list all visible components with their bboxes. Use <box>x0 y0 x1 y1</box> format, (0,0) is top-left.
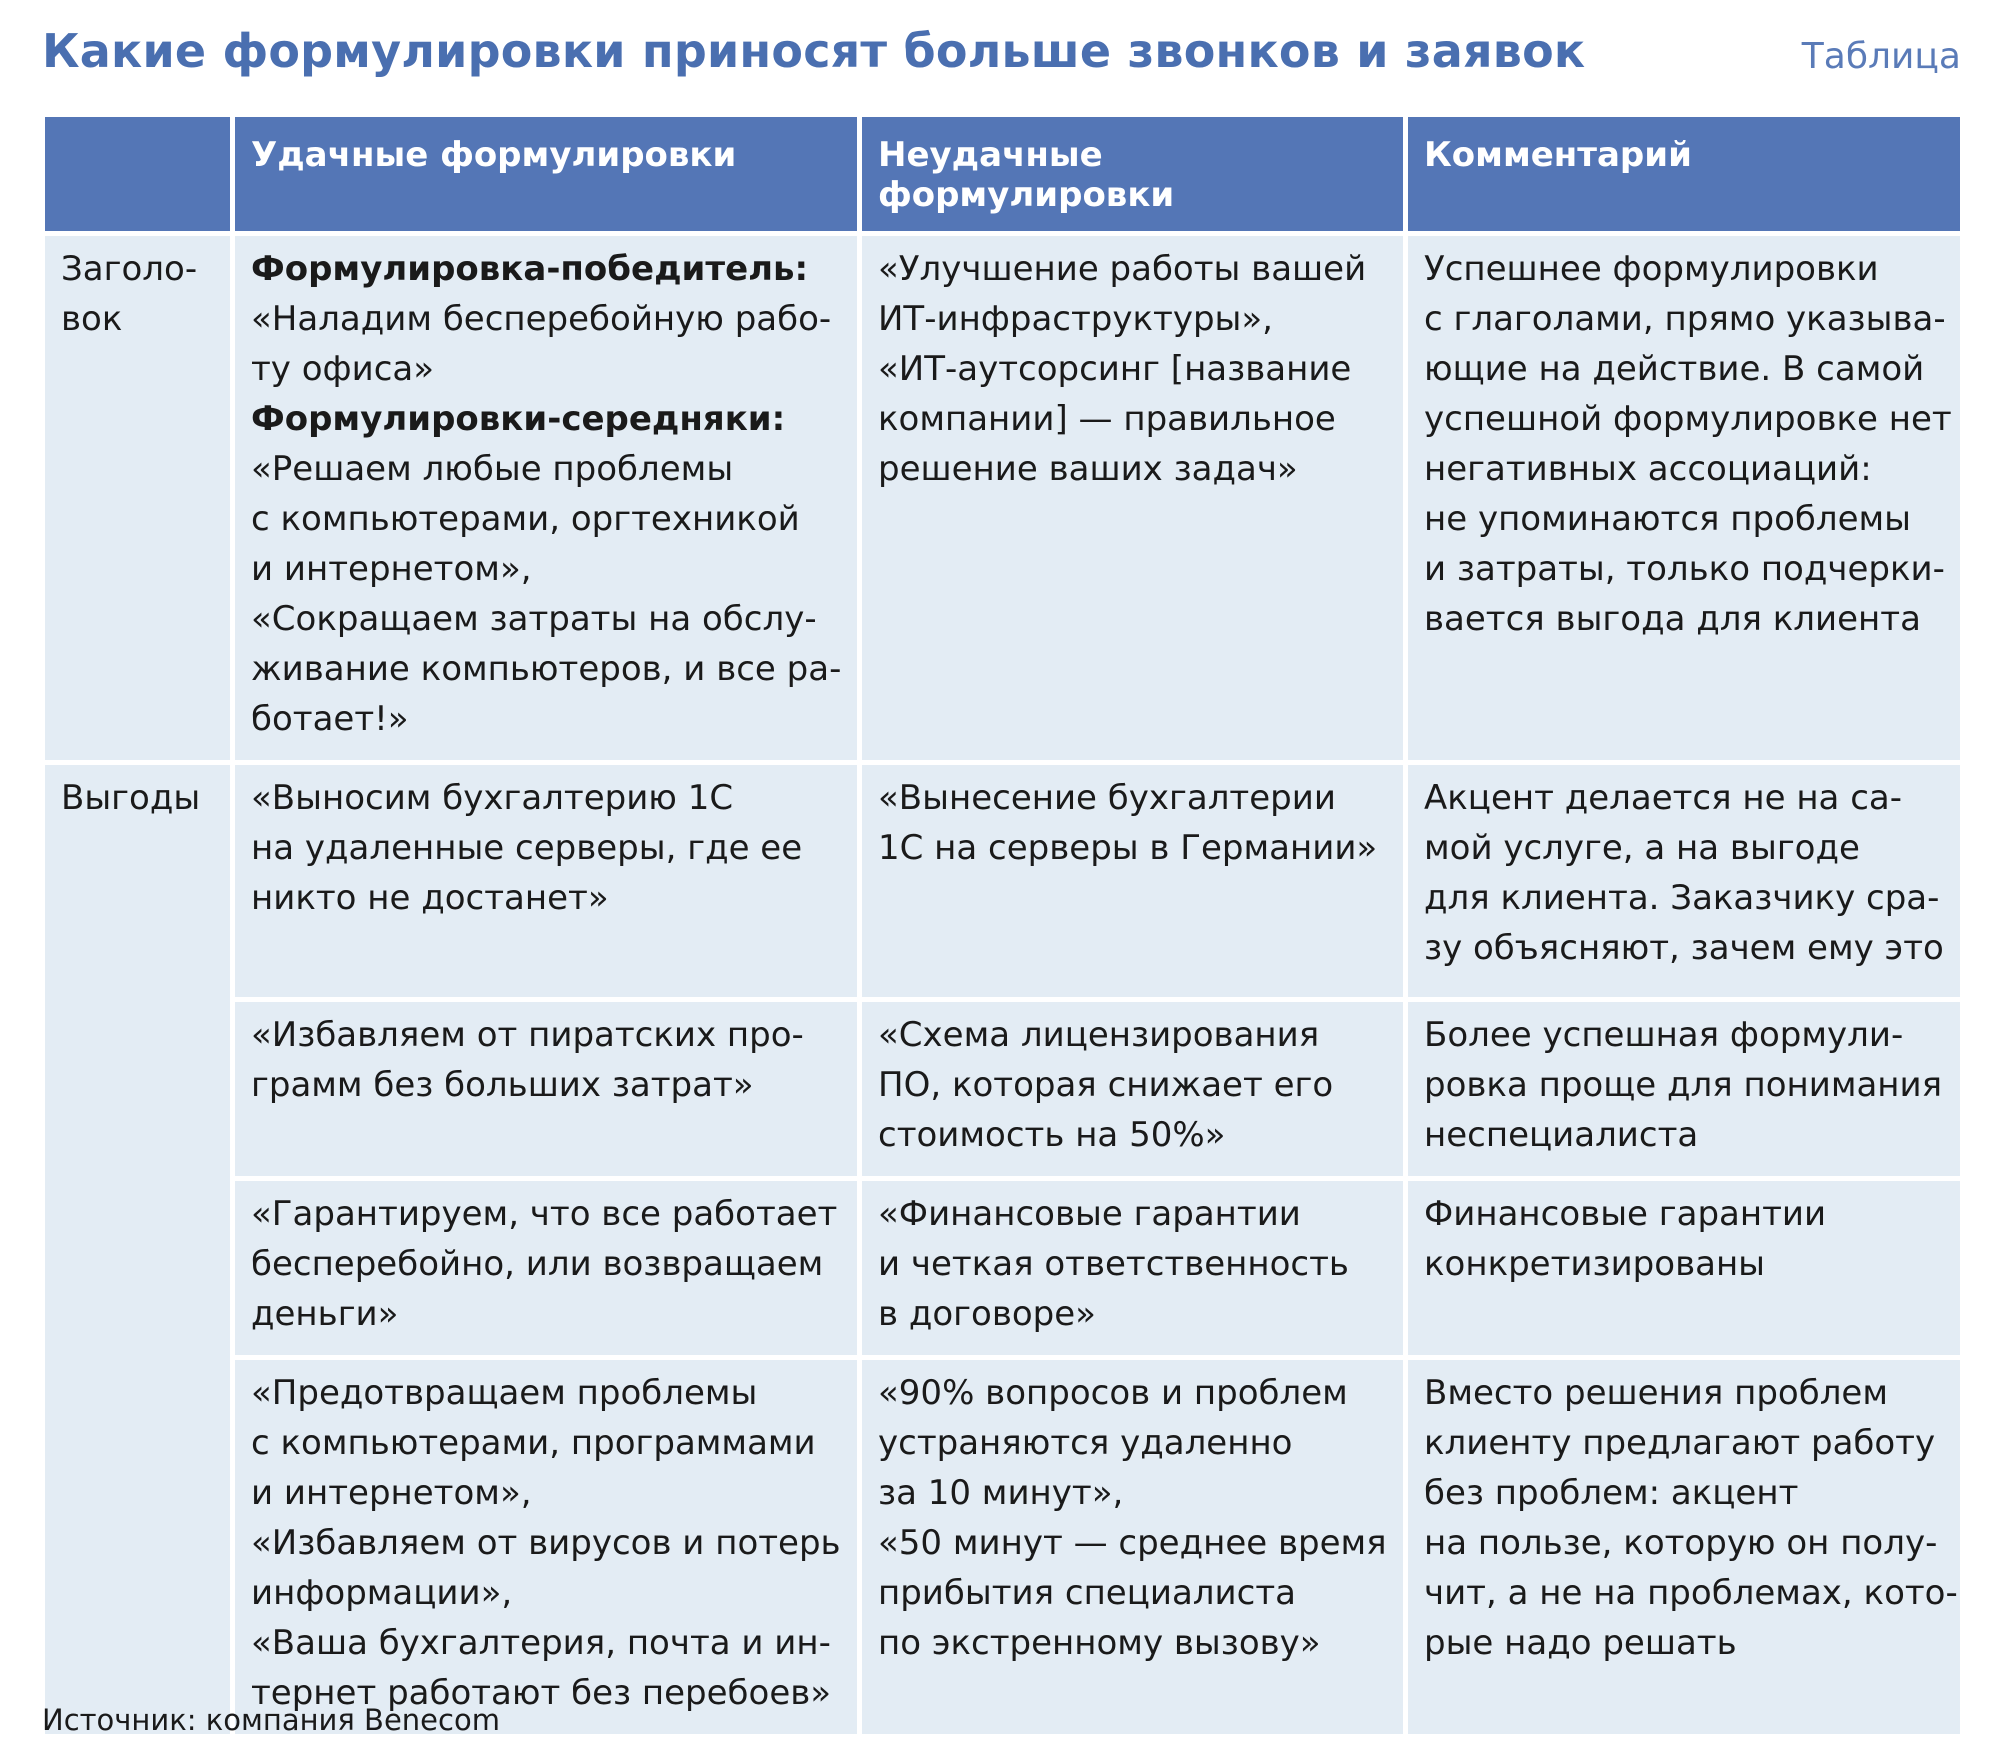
cell-good-line: тернет работают без перебоев» <box>251 1673 832 1713</box>
table-row <box>43 1179 1963 1358</box>
cell-bad-line: «90% вопросов и проблем <box>878 1373 1348 1413</box>
cell-comment <box>1406 1000 1963 1179</box>
cell-good-subheading: Формулировка-победитель: <box>251 249 809 289</box>
table-row <box>43 1358 1963 1737</box>
section-label-line: Выгоды <box>61 778 201 818</box>
cell-bad-line: «50 минут — среднее время <box>878 1523 1387 1563</box>
cell-bad-line: «Вынесение бухгалтерии <box>878 778 1336 818</box>
cell-comment-line: успешной формулировке нет <box>1424 399 1952 439</box>
cell-comment-line: чит, а не на проблемах, кото- <box>1424 1573 1958 1613</box>
table-row <box>43 763 1963 1000</box>
cell-bad <box>860 1000 1406 1179</box>
cell-bad-line: по экстренному вызову» <box>878 1623 1321 1663</box>
cell-comment-line: ющие на действие. В самой <box>1424 349 1925 389</box>
cell-comment <box>1406 1358 1963 1737</box>
cell-bad-line: 1С на серверы в Германии» <box>878 828 1378 868</box>
cell-good-line: ту офиса» <box>251 349 435 389</box>
section-label <box>43 763 233 1737</box>
cell-bad-line: решение ваших задач» <box>878 449 1298 489</box>
section-label-line: вок <box>61 299 123 339</box>
cell-comment-line: рые надо решать <box>1424 1623 1737 1663</box>
cell-good-subheading: Формулировки-середняки: <box>251 399 786 439</box>
cell-good-line: живание компьютеров, и все ра- <box>251 649 842 689</box>
cell-comment-line: ровка проще для понимания <box>1424 1065 1943 1105</box>
cell-bad-line: «Улучшение работы вашей <box>878 249 1367 289</box>
comparison-table <box>40 112 1965 1739</box>
cell-comment-line: зу объясняют, зачем ему это <box>1424 928 1944 968</box>
cell-bad-line: устраняются удаленно <box>878 1423 1293 1463</box>
cell-comment-line: вается выгода для клиента <box>1424 599 1921 639</box>
cell-comment-line: без проблем: акцент <box>1424 1473 1799 1513</box>
cell-good <box>233 1358 860 1737</box>
cell-good-line: «Избавляем от пиратских про- <box>251 1015 804 1055</box>
cell-good <box>233 1000 860 1179</box>
cell-comment-line: на пользе, которую он полу- <box>1424 1523 1938 1563</box>
table-row <box>43 234 1963 763</box>
cell-good-line: с компьютерами, программами <box>251 1423 816 1463</box>
cell-comment-line: клиенту предлагают работу <box>1424 1423 1936 1463</box>
cell-good <box>233 234 860 763</box>
cell-comment-line: Акцент делается не на са- <box>1424 778 1902 818</box>
table-tag: Таблица <box>1801 36 1961 77</box>
cell-good-line: деньги» <box>251 1294 399 1334</box>
cell-comment-line: с глаголами, прямо указыва- <box>1424 299 1946 339</box>
cell-bad-line: «ИТ-аутсорсинг [название <box>878 349 1352 389</box>
source-note: Источник: компания Benecom <box>42 1703 500 1737</box>
cell-good-line: «Выносим бухгалтерию 1С <box>251 778 734 818</box>
cell-good <box>233 1179 860 1358</box>
cell-comment-line: для клиента. Заказчику сра- <box>1424 878 1940 918</box>
table-row <box>43 1000 1963 1179</box>
cell-good-line: и интернетом», <box>251 549 532 589</box>
cell-comment-line: Успешнее формулировки <box>1424 249 1879 289</box>
cell-good-line: с компьютерами, оргтехникой <box>251 499 800 539</box>
header-comment: Комментарий <box>1406 115 1963 234</box>
cell-good-line: ботает!» <box>251 699 409 739</box>
cell-good-line: «Предотвращаем проблемы <box>251 1373 758 1413</box>
section-label <box>43 234 233 763</box>
cell-good-line: информации», <box>251 1573 513 1613</box>
cell-bad-line: и четкая ответственность <box>878 1244 1349 1284</box>
cell-comment <box>1406 234 1963 763</box>
cell-comment-line: конкретизированы <box>1424 1244 1766 1284</box>
cell-bad-line: ИТ-инфраструктуры», <box>878 299 1273 339</box>
cell-good-line: «Гарантируем, что все работает <box>251 1194 838 1234</box>
header-good: Удачные формулировки <box>233 115 860 234</box>
header-section <box>43 115 233 234</box>
cell-comment-line: и затраты, только подчерки- <box>1424 549 1945 589</box>
cell-good-line: на удаленные серверы, где ее <box>251 828 803 868</box>
page-title: Какие формулировки приносят больше звонков и заявок <box>42 24 1586 78</box>
cell-comment-line: не упоминаются проблемы <box>1424 499 1912 539</box>
cell-comment-line: мой услуге, а на выгоде <box>1424 828 1860 868</box>
cell-good-line: грамм без больших затрат» <box>251 1065 754 1105</box>
section-label-line: Заголо- <box>61 249 198 289</box>
cell-comment-line: Финансовые гарантии <box>1424 1194 1827 1234</box>
cell-bad-line: ПО, которая снижает его <box>878 1065 1334 1105</box>
cell-bad-line: компании] — правильное <box>878 399 1336 439</box>
cell-comment-line: неспециалиста <box>1424 1115 1699 1155</box>
table-body <box>43 234 1963 1737</box>
cell-bad <box>860 234 1406 763</box>
cell-bad <box>860 763 1406 1000</box>
cell-good-line: «Ваша бухгалтерия, почта и ин- <box>251 1623 831 1663</box>
cell-good-line: и интернетом», <box>251 1473 532 1513</box>
cell-comment-line: негативных ассоциаций: <box>1424 449 1872 489</box>
cell-bad-line: в договоре» <box>878 1294 1096 1334</box>
cell-comment <box>1406 763 1963 1000</box>
cell-good-line: «Избавляем от вирусов и потерь <box>251 1523 841 1563</box>
cell-bad-line: стоимость на 50%» <box>878 1115 1226 1155</box>
cell-comment-line: Более успешная формули- <box>1424 1015 1904 1055</box>
cell-good-line: «Наладим бесперебойную рабо- <box>251 299 832 339</box>
cell-bad-line: за 10 минут», <box>878 1473 1124 1513</box>
cell-comment-line: Вместо решения проблем <box>1424 1373 1888 1413</box>
header-bad: Неудачные формулировки <box>860 115 1406 234</box>
cell-good <box>233 763 860 1000</box>
cell-good-line: никто не достанет» <box>251 878 609 918</box>
cell-good-line: «Решаем любые проблемы <box>251 449 734 489</box>
cell-bad-line: прибытия специалиста <box>878 1573 1296 1613</box>
cell-bad-line: «Финансовые гарантии <box>878 1194 1301 1234</box>
cell-comment <box>1406 1179 1963 1358</box>
cell-bad <box>860 1358 1406 1737</box>
header-row <box>43 115 1963 234</box>
cell-good-line: бесперебойно, или возвращаем <box>251 1244 824 1284</box>
cell-bad-line: «Схема лицензирования <box>878 1015 1320 1055</box>
cell-good-line: «Сокращаем затраты на обслу- <box>251 599 817 639</box>
cell-bad <box>860 1179 1406 1358</box>
